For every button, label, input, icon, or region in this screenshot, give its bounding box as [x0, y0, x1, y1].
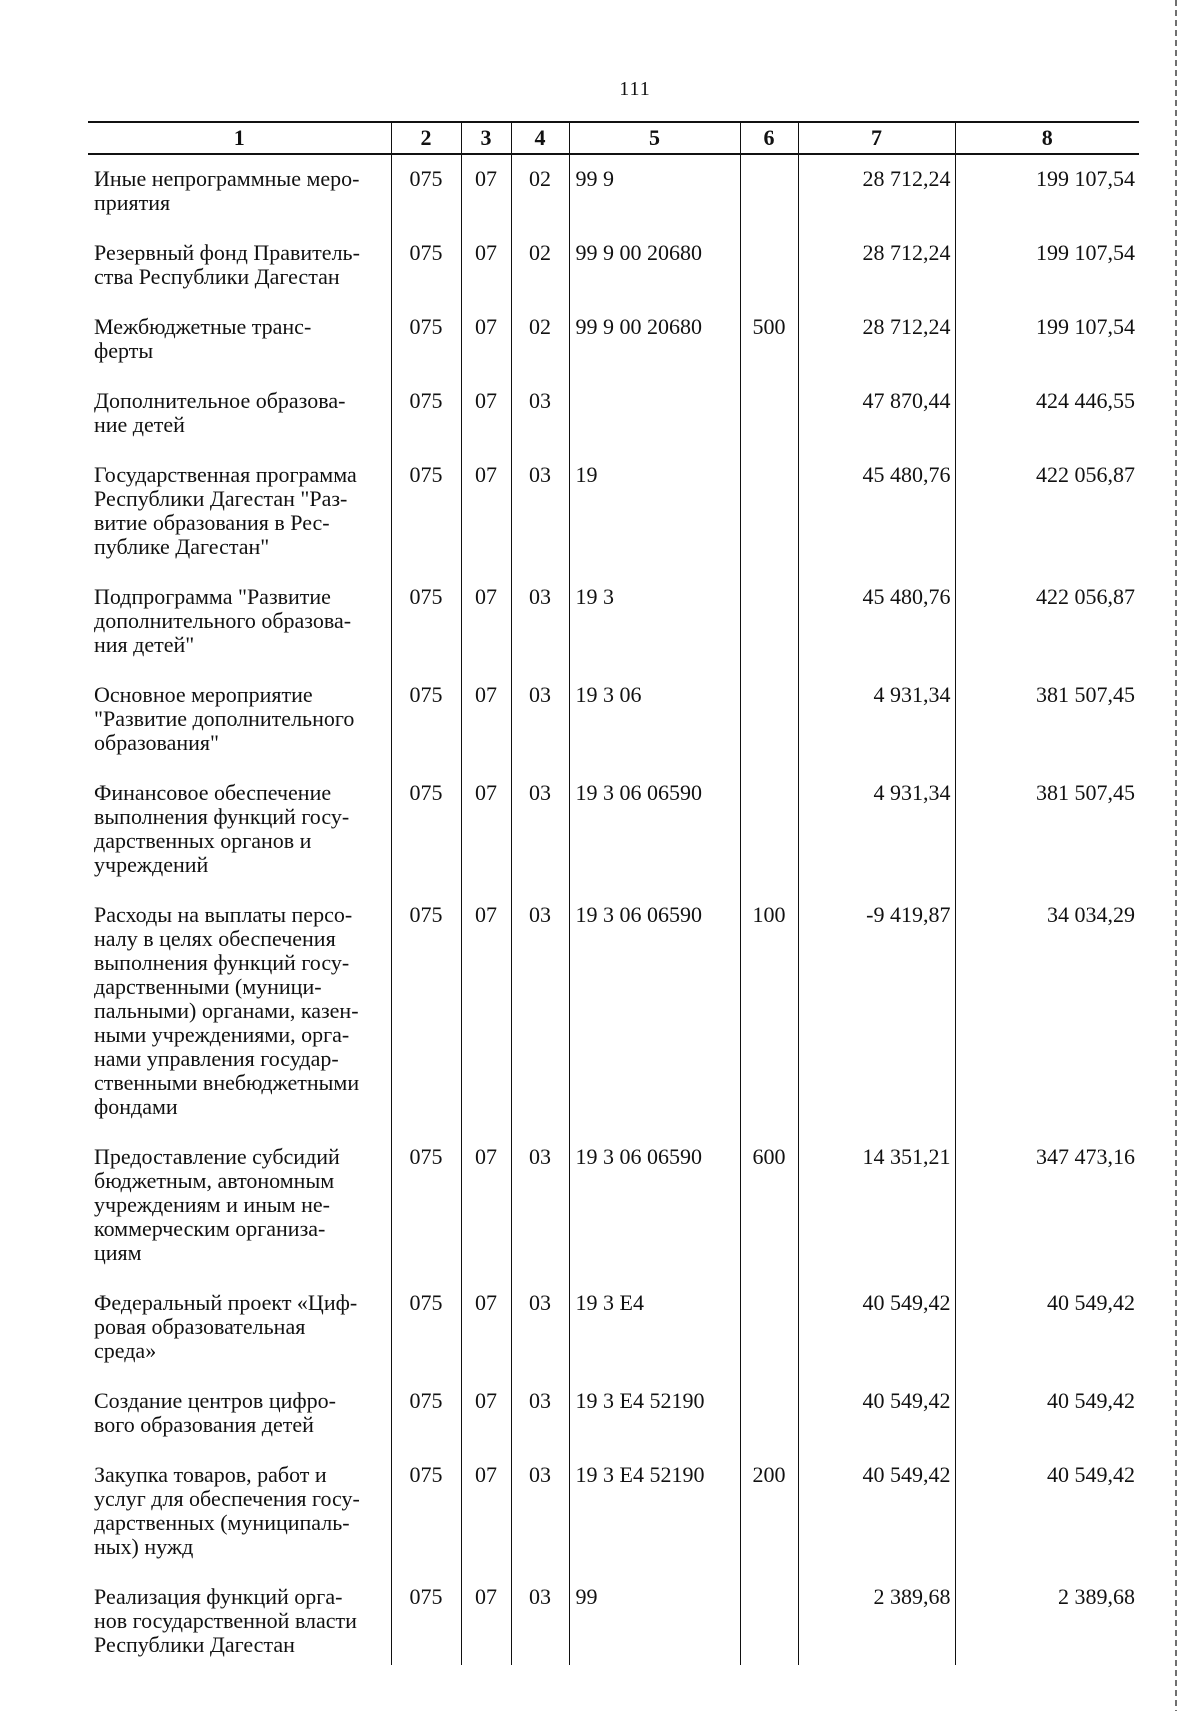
target-article-code: 99 9 00 20680 [569, 229, 740, 303]
section-code: 07 [461, 671, 511, 769]
ministry-code: 075 [391, 1133, 461, 1279]
row-name: Резервный фонд Правитель- ства Республики Дагестан [94, 240, 360, 289]
row-name: Закупка товаров, работ и услуг для обеспечения госу- дарственных (муниципаль- ных) нужд [94, 1462, 360, 1559]
target-article-code: 99 9 [569, 154, 740, 229]
subsection-code: 03 [511, 451, 569, 573]
row-name: Реализация функций орга- нов государственной власти Республики Дагестан [94, 1584, 357, 1657]
target-article-code: 19 3 06 [569, 671, 740, 769]
amount-col-7: 47 870,44 [798, 377, 955, 451]
expense-type-code [740, 1279, 798, 1377]
section-code: 07 [461, 303, 511, 377]
ministry-code: 075 [391, 891, 461, 1133]
row-name: Иные непрограммные меро- приятия [94, 166, 360, 215]
header-col-1: 1 [88, 122, 391, 154]
page-number: 111 [619, 78, 651, 100]
table-row [88, 1451, 1139, 1573]
amount-col-7: 4 931,34 [798, 769, 955, 891]
amount-col-8: 34 034,29 [955, 891, 1139, 1133]
table-row [88, 769, 1139, 891]
target-article-code: 19 3 [569, 573, 740, 671]
subsection-code: 03 [511, 1573, 569, 1665]
target-article-code: 99 [569, 1573, 740, 1665]
table-row [88, 1279, 1139, 1377]
subsection-code: 03 [511, 377, 569, 451]
amount-col-8: 40 549,42 [955, 1279, 1139, 1377]
expense-type-code [740, 1377, 798, 1451]
expense-type-code [740, 229, 798, 303]
amount-col-7: 45 480,76 [798, 451, 955, 573]
row-name: Подпрограмма "Развитие дополнительного образова- ния детей" [94, 584, 352, 657]
expense-type-code: 600 [740, 1133, 798, 1279]
table-row [88, 377, 1139, 451]
subsection-code: 03 [511, 573, 569, 671]
amount-col-8: 424 446,55 [955, 377, 1139, 451]
amount-col-8: 422 056,87 [955, 451, 1139, 573]
header-col-8: 8 [955, 122, 1139, 154]
section-code: 07 [461, 1133, 511, 1279]
header-col-3: 3 [461, 122, 511, 154]
amount-col-7: 28 712,24 [798, 229, 955, 303]
ministry-code: 075 [391, 451, 461, 573]
target-article-code [569, 377, 740, 451]
amount-col-7: 40 549,42 [798, 1377, 955, 1451]
section-code: 07 [461, 451, 511, 573]
table-row [88, 891, 1139, 1133]
subsection-code: 03 [511, 1279, 569, 1377]
amount-col-8: 199 107,54 [955, 303, 1139, 377]
ministry-code: 075 [391, 1451, 461, 1573]
expense-type-code [740, 377, 798, 451]
section-code: 07 [461, 769, 511, 891]
row-name: Расходы на выплаты персо- налу в целях обеспечения выполнения функций госу- дарственными (муници- пальными) органами, казен- ными учреждениями, орга- нами управления государ- ственными внебюджетными фондами [94, 902, 360, 1119]
amount-col-7: 40 549,42 [798, 1451, 955, 1573]
table-row [88, 154, 1139, 229]
section-code: 07 [461, 1573, 511, 1665]
table-row [88, 1573, 1139, 1665]
ministry-code: 075 [391, 303, 461, 377]
amount-col-8: 40 549,42 [955, 1451, 1139, 1573]
table-row [88, 1133, 1139, 1279]
expense-type-code [740, 769, 798, 891]
ministry-code: 075 [391, 1573, 461, 1665]
amount-col-7: 28 712,24 [798, 303, 955, 377]
expense-type-code [740, 573, 798, 671]
table-row [88, 573, 1139, 671]
target-article-code: 19 3 E4 52190 [569, 1451, 740, 1573]
subsection-code: 03 [511, 1451, 569, 1573]
table-row [88, 1377, 1139, 1451]
amount-col-7: 4 931,34 [798, 671, 955, 769]
amount-col-7: -9 419,87 [798, 891, 955, 1133]
ministry-code: 075 [391, 377, 461, 451]
amount-col-7: 45 480,76 [798, 573, 955, 671]
table-row [88, 451, 1139, 573]
header-col-7: 7 [798, 122, 955, 154]
amount-col-7: 28 712,24 [798, 154, 955, 229]
budget-table [88, 121, 1139, 1665]
ministry-code: 075 [391, 671, 461, 769]
table-row [88, 229, 1139, 303]
row-name: Межбюджетные транс- ферты [94, 314, 312, 363]
expense-type-code [740, 1573, 798, 1665]
expense-type-code [740, 451, 798, 573]
header-col-5: 5 [569, 122, 740, 154]
amount-col-7: 40 549,42 [798, 1279, 955, 1377]
section-code: 07 [461, 154, 511, 229]
target-article-code: 19 3 06 06590 [569, 769, 740, 891]
section-code: 07 [461, 1451, 511, 1573]
target-article-code: 19 3 E4 [569, 1279, 740, 1377]
amount-col-8: 422 056,87 [955, 573, 1139, 671]
subsection-code: 03 [511, 891, 569, 1133]
section-code: 07 [461, 1279, 511, 1377]
ministry-code: 075 [391, 1377, 461, 1451]
target-article-code: 19 3 06 06590 [569, 891, 740, 1133]
subsection-code: 03 [511, 1133, 569, 1279]
expense-type-code [740, 154, 798, 229]
subsection-code: 02 [511, 154, 569, 229]
expense-type-code [740, 671, 798, 769]
ministry-code: 075 [391, 1279, 461, 1377]
amount-col-7: 14 351,21 [798, 1133, 955, 1279]
header-col-2: 2 [391, 122, 461, 154]
subsection-code: 03 [511, 769, 569, 891]
target-article-code: 99 9 00 20680 [569, 303, 740, 377]
row-name: Дополнительное образова- ние детей [94, 388, 346, 437]
section-code: 07 [461, 891, 511, 1133]
amount-col-7: 2 389,68 [798, 1573, 955, 1665]
header-col-4: 4 [511, 122, 569, 154]
header-col-6: 6 [740, 122, 798, 154]
ministry-code: 075 [391, 154, 461, 229]
amount-col-8: 199 107,54 [955, 229, 1139, 303]
expense-type-code: 200 [740, 1451, 798, 1573]
subsection-code: 03 [511, 1377, 569, 1451]
section-code: 07 [461, 573, 511, 671]
amount-col-8: 381 507,45 [955, 769, 1139, 891]
expense-type-code: 500 [740, 303, 798, 377]
target-article-code: 19 3 E4 52190 [569, 1377, 740, 1451]
table-row [88, 303, 1139, 377]
subsection-code: 02 [511, 303, 569, 377]
section-code: 07 [461, 229, 511, 303]
amount-col-8: 199 107,54 [955, 154, 1139, 229]
target-article-code: 19 [569, 451, 740, 573]
amount-col-8: 2 389,68 [955, 1573, 1139, 1665]
expense-type-code: 100 [740, 891, 798, 1133]
target-article-code: 19 3 06 06590 [569, 1133, 740, 1279]
subsection-code: 03 [511, 671, 569, 769]
section-code: 07 [461, 1377, 511, 1451]
row-name: Государственная программа Республики Дагестан "Раз- витие образования в Рес- публике Дагестан" [94, 462, 357, 559]
ministry-code: 075 [391, 573, 461, 671]
subsection-code: 02 [511, 229, 569, 303]
row-name: Предоставление субсидий бюджетным, автономным учреждениям и иным не- коммерческим организа- циям [94, 1144, 340, 1265]
row-name: Финансовое обеспечение выполнения функций госу- дарственных органов и учреждений [94, 780, 350, 877]
table-row [88, 671, 1139, 769]
row-name: Создание центров цифро- вого образования детей [94, 1388, 336, 1437]
amount-col-8: 381 507,45 [955, 671, 1139, 769]
row-name: Основное мероприятие "Развитие дополнительного образования" [94, 682, 355, 755]
ministry-code: 075 [391, 769, 461, 891]
amount-col-8: 347 473,16 [955, 1133, 1139, 1279]
amount-col-8: 40 549,42 [955, 1377, 1139, 1451]
section-code: 07 [461, 377, 511, 451]
scan-edge-line [1175, 0, 1177, 1711]
row-name: Федеральный проект «Циф- ровая образовательная среда» [94, 1290, 358, 1363]
ministry-code: 075 [391, 229, 461, 303]
table-header-row [88, 122, 1139, 154]
